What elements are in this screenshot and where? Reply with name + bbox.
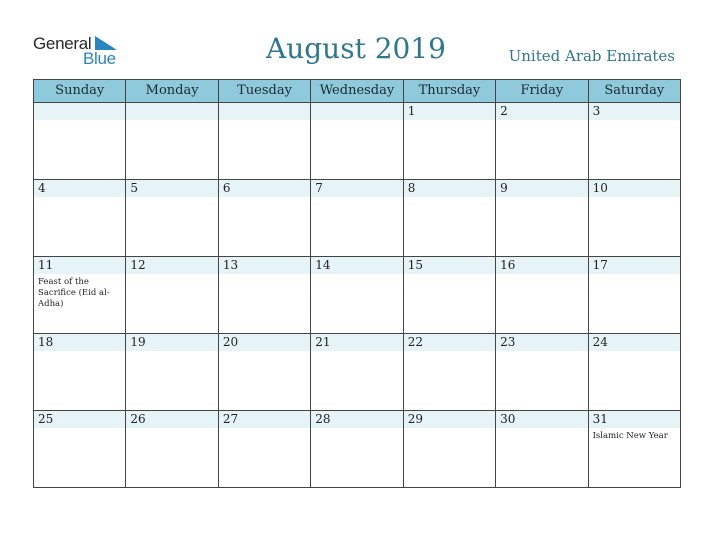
day-cell	[34, 180, 126, 257]
day-cell-band	[34, 180, 125, 197]
day-cell-band	[126, 103, 217, 120]
calendar-title: August 2019	[266, 32, 446, 65]
day-number: 18	[38, 335, 54, 349]
day-cell	[219, 411, 311, 488]
day-number: 2	[500, 104, 508, 118]
holiday-label: Feast of the Sacrifice (Eid al-Adha)	[38, 277, 110, 309]
day-cell-band	[404, 180, 495, 197]
day-number: 13	[222, 258, 239, 272]
day-cell-band	[496, 103, 587, 120]
day-cell-band	[311, 180, 402, 197]
day-cell	[219, 334, 311, 411]
day-cell-band	[589, 103, 680, 120]
day-cell	[404, 411, 496, 488]
day-cell	[126, 103, 218, 180]
weekday-header: Thursday	[404, 80, 496, 103]
weekday-header: Tuesday	[219, 80, 311, 103]
day-number: 8	[407, 181, 416, 195]
day-cell	[589, 103, 681, 180]
day-number: 16	[500, 258, 516, 272]
day-cell	[126, 411, 218, 488]
day-number: 12	[130, 258, 146, 272]
day-cell	[496, 257, 588, 334]
day-cell-band	[219, 180, 310, 197]
day-cell	[496, 334, 588, 411]
day-number: 22	[407, 335, 423, 349]
brand-text-general: General	[33, 34, 92, 53]
day-number: 4	[38, 181, 46, 195]
day-number: 27	[222, 412, 239, 426]
day-cell	[404, 334, 496, 411]
day-cell	[404, 257, 496, 334]
day-cell	[219, 180, 311, 257]
weekday-header: Sunday	[34, 80, 126, 103]
day-cell	[219, 257, 311, 334]
day-cell	[126, 334, 218, 411]
day-cell	[311, 257, 403, 334]
day-cell	[589, 180, 681, 257]
day-cell	[404, 103, 496, 180]
weekday-header: Wednesday	[311, 80, 403, 103]
day-number: 6	[222, 181, 231, 195]
day-number: 5	[130, 181, 139, 195]
day-cell	[311, 103, 403, 180]
day-number: 17	[592, 258, 608, 272]
weekday-header: Saturday	[589, 80, 681, 103]
day-cell	[34, 411, 126, 488]
day-cell	[496, 103, 588, 180]
day-cell-band	[496, 180, 587, 197]
day-number: 30	[500, 412, 516, 426]
day-number: 10	[592, 181, 608, 195]
day-number: 14	[315, 258, 331, 272]
day-number: 29	[407, 412, 423, 426]
day-cell-band	[219, 103, 310, 120]
day-cell	[126, 257, 218, 334]
holiday-label: Islamic New Year	[592, 431, 668, 441]
weekday-header: Monday	[126, 80, 218, 103]
brand-text-blue: Blue	[83, 49, 116, 68]
day-number: 15	[407, 258, 423, 272]
day-cell	[589, 257, 681, 334]
day-number: 9	[500, 181, 508, 195]
day-number: 24	[592, 335, 608, 349]
day-cell	[311, 411, 403, 488]
day-number: 25	[38, 412, 54, 426]
day-cell	[34, 103, 126, 180]
day-cell	[589, 334, 681, 411]
day-cell	[34, 334, 126, 411]
day-number: 31	[592, 412, 608, 426]
day-number: 20	[222, 335, 239, 349]
day-cell-band	[311, 103, 402, 120]
day-cell	[311, 334, 403, 411]
day-number: 19	[130, 335, 146, 349]
day-cell	[404, 180, 496, 257]
country-name: United Arab Emirates	[508, 47, 675, 65]
day-number: 7	[315, 181, 323, 195]
day-cell	[126, 180, 218, 257]
day-number: 26	[130, 412, 146, 426]
day-number: 23	[500, 335, 516, 349]
day-cell-band	[34, 103, 125, 120]
day-number: 21	[315, 335, 331, 349]
day-number: 3	[592, 104, 601, 118]
day-number: 11	[38, 258, 54, 272]
calendar-grid	[33, 79, 681, 488]
day-cell-band	[126, 180, 217, 197]
day-cell	[34, 257, 126, 334]
day-number: 1	[407, 104, 416, 118]
day-number: 28	[315, 412, 331, 426]
day-cell	[496, 411, 588, 488]
day-cell	[496, 180, 588, 257]
day-cell	[219, 103, 311, 180]
weekday-header: Friday	[496, 80, 588, 103]
day-cell	[589, 411, 681, 488]
day-cell	[311, 180, 403, 257]
day-cell-band	[404, 103, 495, 120]
